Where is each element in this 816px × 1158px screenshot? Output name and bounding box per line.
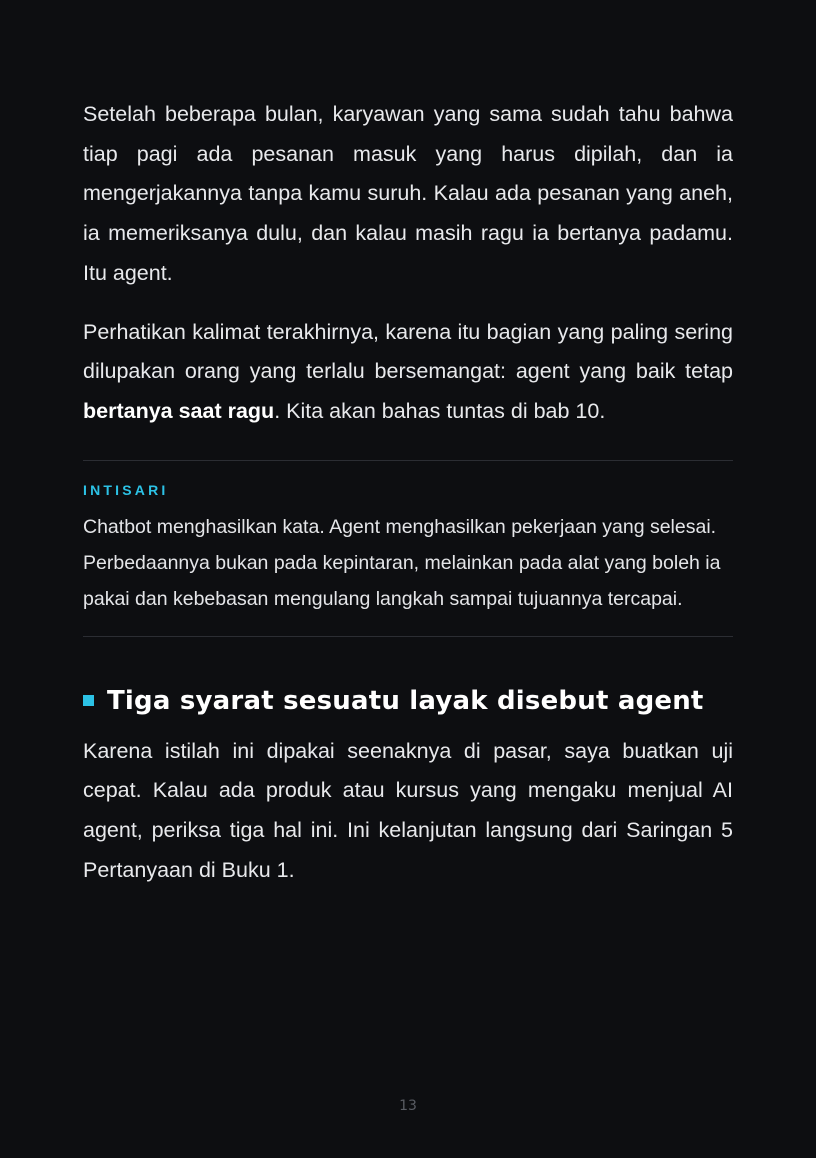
emphasis-text: bertanya saat ragu bbox=[83, 398, 275, 423]
page-number: 13 bbox=[399, 1098, 417, 1114]
page-content bbox=[83, 95, 733, 890]
section-heading-text: Tiga syarat sesuatu layak disebut agent bbox=[107, 685, 704, 716]
callout-text: Chatbot menghasilkan kata. Agent menghasilkan pekerjaan yang selesai. Perbedaannya bukan pada kepintaran, melainkan pada alat yang boleh ia pakai dan kebebasan mengulang langkah sampai tujuannya tercapai. bbox=[83, 515, 721, 610]
paragraph-2-text-end: . Kita akan bahas tuntas di bab 10. bbox=[274, 398, 606, 423]
paragraph-2-text-start: Perhatikan kalimat terakhirnya, karena itu bagian yang paling sering dilupakan orang yang terlalu bersemangat: agent yang baik tetap bbox=[83, 319, 733, 384]
body-paragraph-2 bbox=[83, 313, 733, 432]
square-bullet-icon bbox=[83, 695, 94, 706]
body-paragraph-1: Setelah beberapa bulan, karyawan yang sama sudah tahu bahwa tiap pagi ada pesanan masuk yang harus dipilah, dan ia mengerjakannya tanpa kamu suruh. Kalau ada pesanan yang aneh, ia memeriksanya dulu, dan kalau masih ragu ia bertanya padamu. Itu agent. bbox=[83, 102, 733, 285]
callout-label: INTISARI bbox=[83, 481, 169, 498]
section-paragraph: Karena istilah ini dipakai seenaknya di pasar, saya buatkan uji cepat. Kalau ada produk atau kursus yang mengaku menjual AI agent, periksa tiga hal ini. Ini kelanjutan langsung dari Saringan 5 Pertanyaan di Buku 1. bbox=[83, 738, 733, 882]
section-heading bbox=[83, 683, 733, 719]
summary-callout bbox=[83, 460, 733, 637]
